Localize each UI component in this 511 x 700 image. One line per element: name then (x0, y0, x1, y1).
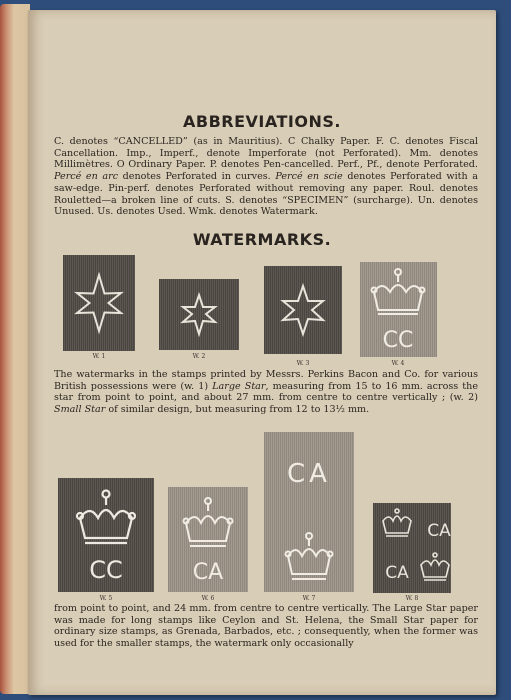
watermarks-description (54, 369, 478, 416)
watermark-w5-crown-cc (58, 478, 154, 592)
wm-small-star-term: Small Star (54, 404, 106, 416)
caption-w6: W. 6 (201, 595, 215, 602)
w6-letters: CA (192, 560, 224, 585)
book-page (28, 10, 496, 695)
wm-desc-part: of similar design, but measuring from 12 to 13½ mm. (105, 404, 370, 416)
caption-w3: W. 3 (296, 360, 310, 367)
watermark-w8-multiple-crown-ca (373, 503, 451, 593)
abbrev-text-part: denotes Perforated with a saw-edge. Pin-perf. denotes Perforated without removing any paper. Roul. denotes Rouletted—a broken line of cuts. S. denotes “ (54, 171, 478, 206)
abbreviations-heading: ABBREVIATIONS. (183, 112, 341, 131)
abbrev-text-part: denotes Perforated in curves. (118, 171, 276, 183)
abbrev-cancelled-term: CANCELLED (118, 136, 183, 147)
w8-letters-bottom: CA (385, 563, 409, 583)
abbrev-text-part: C. denotes “ (54, 136, 119, 147)
caption-w7: W. 7 (302, 595, 316, 602)
caption-w5: W. 5 (99, 595, 113, 602)
abbrev-specimen-term: SPECIMEN (287, 194, 344, 206)
abbreviations-paragraph (54, 136, 478, 218)
watermark-w1-large-star (63, 255, 135, 351)
caption-w8: W. 8 (405, 595, 419, 602)
abbrev-perce-en-scie: Percé en scie (275, 171, 343, 183)
watermark-w6-crown-ca (168, 487, 248, 592)
watermark-w7-ca-crown (264, 432, 354, 592)
wm-large-star-term: Large Star (212, 380, 266, 392)
wm-desc-part: , measuring from 15 to 16 mm. across the star from point to point, and about 27 mm. from centre to centre vertically ; (w. 2) (54, 380, 479, 404)
watermark-w2-small-star (159, 279, 239, 350)
left-page-edge (0, 4, 30, 694)
caption-w1: W. 1 (92, 353, 106, 360)
abbrev-text-part: ” (as in Mauritius). C Chalky Paper. F. C. denotes Fiscal Cancellation. Imp., Imperf., denote Imperforate (not Perforated). Mm. denotes Millimètres. O Ordinary Paper. P. denotes Pen-cancelled. Perf., Pf., denote Perforated. (54, 136, 478, 171)
w8-letters-top: CA (427, 521, 451, 541)
w4-letters: CC (382, 328, 414, 353)
abbrev-text-part: ” (surcharge). Un. denotes Unused. Us. denotes Used. Wmk. denotes Watermark. (54, 194, 478, 218)
wm-desc-part: The watermarks in the stamps printed by Messrs. Perkins Bacon and Co. for various British possessions were (w. 1) (54, 369, 478, 392)
caption-w2: W. 2 (192, 353, 206, 360)
watermark-w4-crown-cc (360, 262, 437, 357)
watermarks-heading: WATERMARKS. (192, 230, 332, 249)
abbrev-perce-en-arc: Percé en arc (54, 171, 119, 183)
w7-letters: CA (287, 459, 331, 489)
watermarks-footer-paragraph: from point to point, and 24 mm. from centre to centre vertically. The Large Star paper was made for long stamps like Ceylon and St. Helena, the Small Star paper for ordinary size stamps, as Grenada, Barbados, etc. ; consequently, when the former was used for the smaller stamps, the watermark only occasionally (54, 603, 478, 650)
caption-w4: W. 4 (391, 360, 405, 367)
watermark-w3-star (264, 266, 342, 354)
w5-letters: CC (89, 556, 123, 584)
